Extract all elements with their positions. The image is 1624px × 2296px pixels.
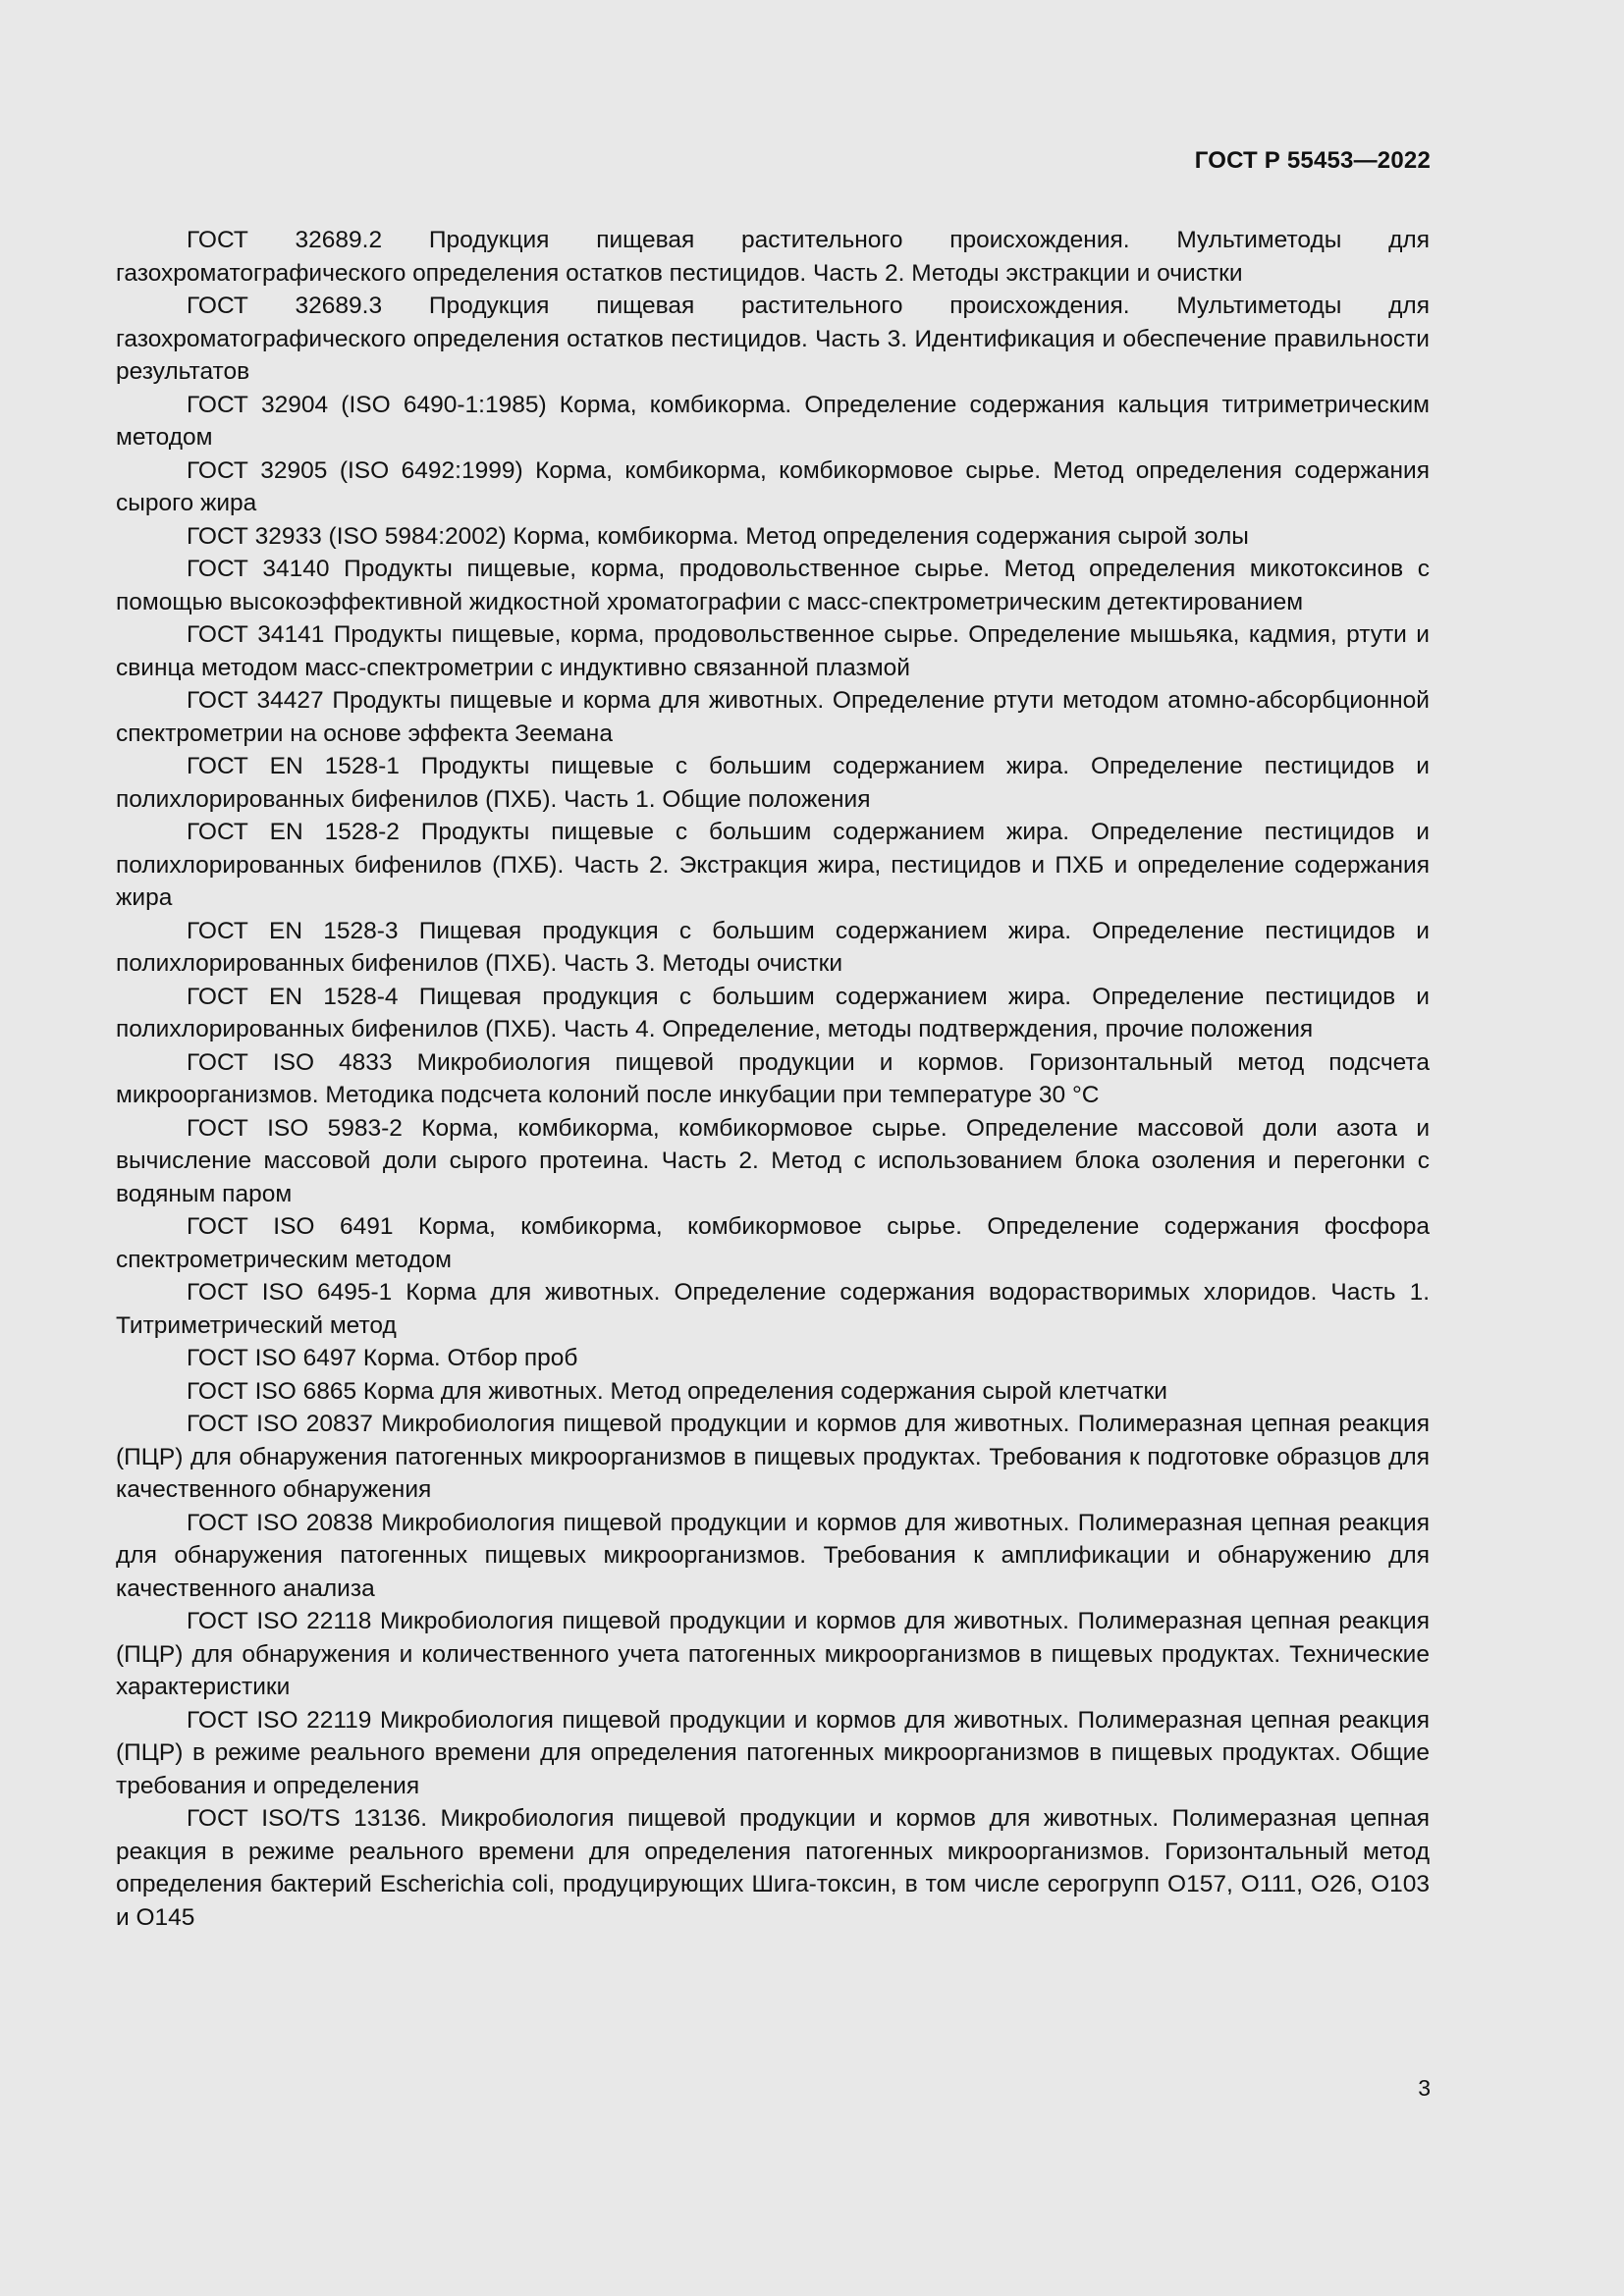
- reference-entry: ГОСТ EN 1528-3 Пищевая продукция с большим содержанием жира. Определение пестицидов и полихлорированных бифенилов (ПХБ). Часть 3. Методы очистки: [116, 917, 1430, 977]
- reference-entry: ГОСТ 34427 Продукты пищевые и корма для животных. Определение ртути методом атомно-абсорбционной спектрометрии на основе эффекта Зеемана: [116, 687, 1430, 747]
- reference-entry: ГОСТ 32933 (ISO 5984:2002) Корма, комбикорма. Метод определения содержания сырой золы: [187, 522, 1249, 550]
- reference-entry: ГОСТ ISO 4833 Микробиология пищевой продукции и кормов. Горизонтальный метод подсчета микроорганизмов. Методика подсчета колоний после инкубации при температуре 30 °С: [116, 1048, 1430, 1108]
- reference-entry: ГОСТ 32689.2 Продукция пищевая растительного происхождения. Мультиметоды для газохроматографического определения остатков пестицидов. Часть 2. Методы экстракции и очистки: [116, 227, 1430, 287]
- reference-entry: ГОСТ 34140 Продукты пищевые, корма, продовольственное сырье. Метод определения микотоксинов с помощью высокоэффективной жидкостной хроматографии с масс-спектрометрическим детектированием: [116, 556, 1430, 615]
- reference-entry: ГОСТ EN 1528-1 Продукты пищевые с большим содержанием жира. Определение пестицидов и полихлорированных бифенилов (ПХБ). Часть 1. Общие положения: [116, 753, 1430, 813]
- reference-entry: ГОСТ ISO 20837 Микробиология пищевой продукции и кормов для животных. Полимеразная цепная реакция (ПЦР) для обнаружения патогенных микроорганизмов в пищевых продуктах. Требования к подготовке образцов для качественного обнаружения: [116, 1411, 1430, 1503]
- normative-references-list: [116, 224, 1430, 1934]
- reference-entry: ГОСТ ISO 22119 Микробиология пищевой продукции и кормов для животных. Полимеразная цепная реакция (ПЦР) в режиме реального времени для определения патогенных микроорганизмов в пищевых продуктах. Общие требования и определения: [116, 1706, 1430, 1799]
- reference-entry: ГОСТ EN 1528-4 Пищевая продукция с большим содержанием жира. Определение пестицидов и полихлорированных бифенилов (ПХБ). Часть 4. Определение, методы подтверждения, прочие положения: [116, 983, 1430, 1042]
- reference-entry: ГОСТ 32904 (ISO 6490-1:1985) Корма, комбикорма. Определение содержания кальция титриметрическим методом: [116, 391, 1430, 451]
- reference-entry: ГОСТ ISO 6865 Корма для животных. Метод определения содержания сырой клетчатки: [187, 1377, 1167, 1405]
- reference-entry: ГОСТ ISO 22118 Микробиология пищевой продукции и кормов для животных. Полимеразная цепная реакция (ПЦР) для обнаружения и количественного учета патогенных микроорганизмов в пищевых продуктах. Технические характеристики: [116, 1608, 1430, 1700]
- reference-entry: ГОСТ ISO 5983-2 Корма, комбикорма, комбикормовое сырье. Определение массовой доли азота и вычисление массовой доли сырого протеина. Часть 2. Метод с использованием блока озоления и перегонки с водяным паром: [116, 1114, 1430, 1207]
- document-code-header: ГОСТ Р 55453—2022: [1194, 147, 1431, 174]
- reference-entry: ГОСТ ISO 20838 Микробиология пищевой продукции и кормов для животных. Полимеразная цепная реакция для обнаружения патогенных пищевых микроорганизмов. Требования к амплификации и обнаружению для качественного анализа: [116, 1509, 1430, 1602]
- reference-entry: ГОСТ ISO/TS 13136. Микробиология пищевой продукции и кормов для животных. Полимеразная цепная реакция в режиме реального времени для определения патогенных микроорганизмов. Горизонтальный метод определения бактерий Escherichia coli, продуцирующих Шига-токсин, в том числе серогрупп O157, O111, O26, O103 и O145: [116, 1805, 1430, 1931]
- reference-entry: ГОСТ EN 1528-2 Продукты пищевые с большим содержанием жира. Определение пестицидов и полихлорированных бифенилов (ПХБ). Часть 2. Экстракция жира, пестицидов и ПХБ и определение содержания жира: [116, 819, 1430, 911]
- reference-entry: ГОСТ ISO 6491 Корма, комбикорма, комбикормовое сырье. Определение содержания фосфора спектрометрическим методом: [116, 1213, 1430, 1273]
- page-number: 3: [1418, 2075, 1431, 2101]
- reference-entry: ГОСТ 34141 Продукты пищевые, корма, продовольственное сырье. Определение мышьяка, кадмия, ртути и свинца методом масс-спектрометрии с индуктивно связанной плазмой: [116, 621, 1430, 681]
- reference-entry: ГОСТ 32905 (ISO 6492:1999) Корма, комбикорма, комбикормовое сырье. Метод определения содержания сырого жира: [116, 456, 1430, 516]
- reference-entry: ГОСТ 32689.3 Продукция пищевая растительного происхождения. Мультиметоды для газохроматографического определения остатков пестицидов. Часть 3. Идентификация и обеспечение правильности результатов: [116, 293, 1430, 385]
- reference-entry: ГОСТ ISO 6497 Корма. Отбор проб: [187, 1345, 578, 1371]
- reference-entry: ГОСТ ISO 6495-1 Корма для животных. Определение содержания водорастворимых хлоридов. Часть 1. Титриметрический метод: [116, 1279, 1430, 1339]
